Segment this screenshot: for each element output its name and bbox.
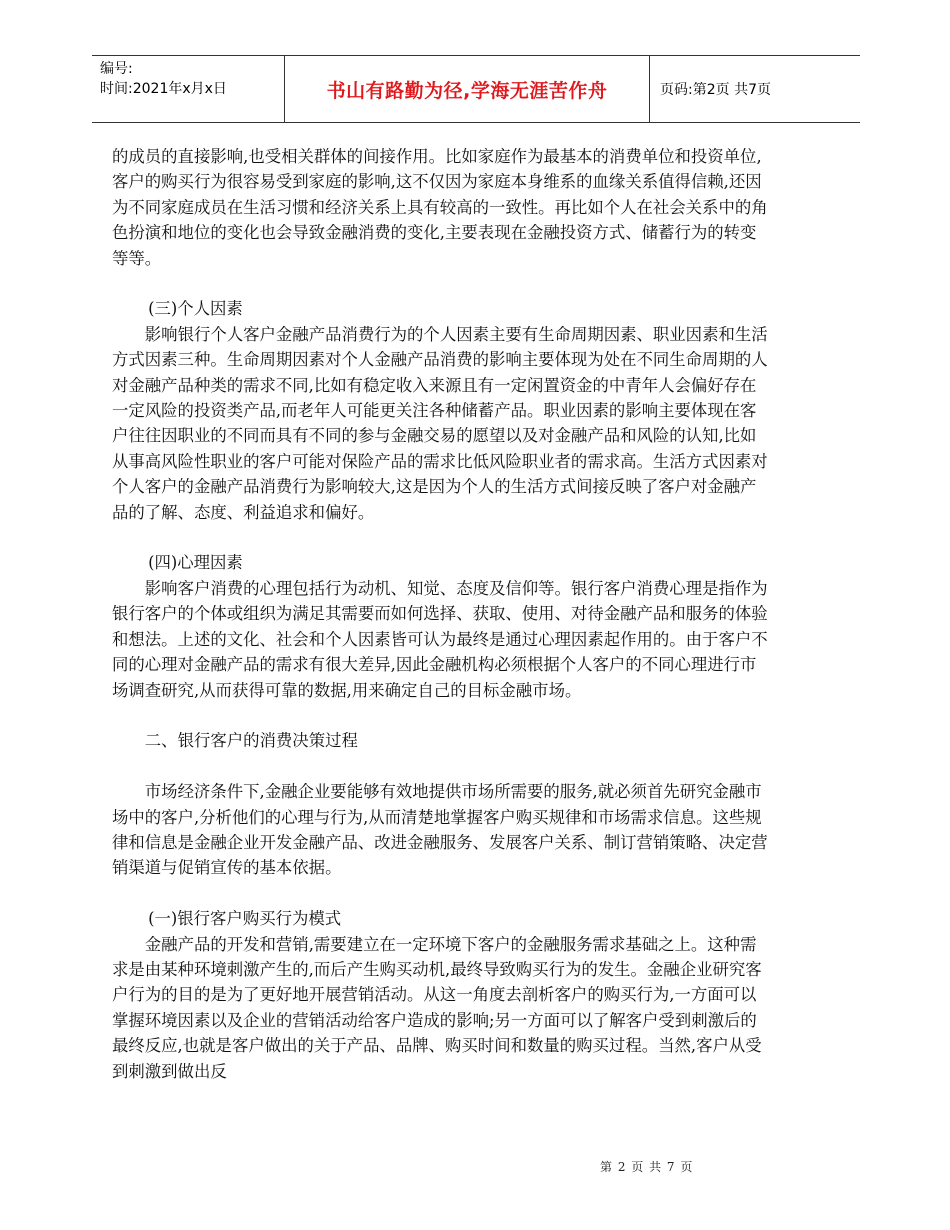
serial-number-label: 编号: [100,61,133,77]
paragraph-market-economy: 市场经济条件下,金融企业要能够有效地提供市场所需要的服务,就必须首先研究金融市场中的客户,分析他们的心理与行为,从而清楚地掌握客户购买规律和市场需求信息。这些规律和信息是金融企业开发金融产品、改进金融服务、发展客户关系、制订营销策略、决定营销渠道与促销宣传的基本依据。 [112,782,768,878]
paragraph-personal-factors: 影响银行个人客户金融产品消费行为的个人因素主要有生命周期因素、职业因素和生活方式因素三种。生命周期因素对个人金融产品消费的影响主要体现为处在不同生命周期的人对金融产品种类的需求不同,比如有稳定收入来源且有一定闲置资金的中青年人会偏好存在一定风险的投资类产品,而老年人可能更关注各种储蓄产品。职业因素的影响主要体现在客户往往因职业的不同而具有不同的参与金融交易的愿望以及对金融产品和风险的认知,比如从事高风险性职业的客户可能对保险产品的需求比低风险职业者的需求高。生活方式因素对个人客户的金融产品消费行为影响较大,这是因为个人的生活方式间接反映了客户对金融产品的了解、态度、利益追求和偏好。 [112,324,768,522]
date-label: 时间:2021年x月x日 [100,81,227,97]
page-header [92,55,860,123]
paragraph-family-influence: 的成员的直接影响,也受相关群体的间接作用。比如家庭作为最基本的消费单位和投资单位,客户的购买行为很容易受到家庭的影响,这不仅因为家庭本身维系的血缘关系值得信赖,还因为不同家庭成员在生活习惯和经济关系上具有较高的一致性。再比如个人在社会关系中的角色扮演和地位的变化也会导致金融消费的变化,主要表现在金融投资方式、储蓄行为的转变等等。 [112,147,768,268]
paragraph-purchase-behavior-model: 金融产品的开发和营销,需要建立在一定环境下客户的金融服务需求基础之上。这种需求是由某种环境刺激产生的,而后产生购买动机,最终导致购买行为的发生。金融企业研究客户行为的目的是为了更好地开展营销活动。从这一角度去剖析客户的购买行为,一方面可以掌握环境因素以及企业的营销活动给客户造成的影响;另一方面可以了解客户受到刺激后的最终反应,也就是客户做出的关于产品、品牌、购买时间和数量的购买过程。当然,客户从受到刺激到做出反 [112,934,762,1081]
heading-psychological-factors: (四)心理因素 [148,553,243,573]
header-meta [100,59,285,99]
page-footer-number: 第 2 页 共 7 页 [600,1160,694,1174]
heading-decision-process: 二、银行客户的消费决策过程 [144,731,358,751]
heading-purchase-behavior-model: (一)银行客户购买行为模式 [148,909,342,929]
header-page-info: 页码:第2页 共7页 [660,82,771,98]
paragraph-psychological-factors: 影响客户消费的心理包括行为动机、知觉、态度及信仰等。银行客户消费心理是指作为银行客户的个体或组织为满足其需要而如何选择、获取、使用、对待金融产品和服务的体验和想法。上述的文化、社会和个人因素皆可认为最终是通过心理因素起作用的。由于客户不同的心理对金融产品的需求有很大差异,因此金融机构必须根据个人客户的不同心理进行市场调查研究,从而获得可靠的数据,用来确定自己的目标金融市场。 [112,578,768,700]
heading-personal-factors: (三)个人因素 [148,299,243,319]
document-body [112,144,772,1084]
header-motto: 书山有路勤为径,学海无涯苦作舟 [284,56,650,122]
